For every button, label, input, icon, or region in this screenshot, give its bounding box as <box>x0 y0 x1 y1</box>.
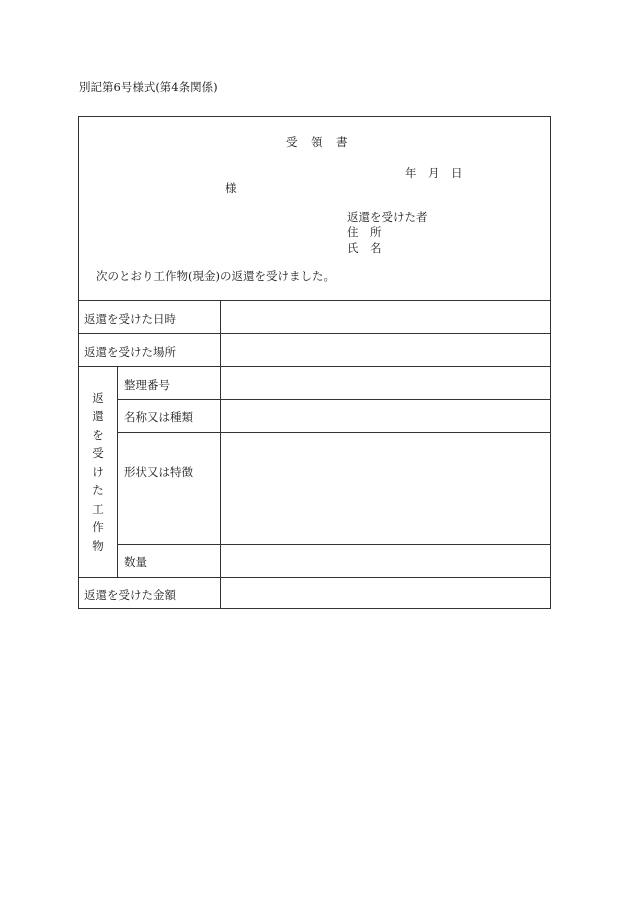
form-title: 受 領 書 <box>286 135 349 149</box>
group-label-char: 物 <box>92 538 104 553</box>
shape-or-features-label: 形状又は特徴 <box>124 465 193 479</box>
row-divider <box>79 300 550 301</box>
group-label-char: た <box>92 483 104 498</box>
row-divider <box>79 366 550 367</box>
returned-amount-label: 返還を受けた金額 <box>84 588 176 602</box>
returned-place-label: 返還を受けた場所 <box>84 345 176 359</box>
row-divider <box>79 577 550 578</box>
group-label-char: を <box>92 427 104 442</box>
form-number-label: 別記第6号様式(第4条関係) <box>79 80 218 94</box>
row-divider <box>117 544 550 545</box>
column-divider <box>220 300 221 608</box>
row-divider <box>117 432 550 433</box>
group-label-char: 工 <box>92 501 104 516</box>
addressee-suffix: 様 <box>225 181 237 195</box>
returned-structure-group-label <box>79 367 117 577</box>
date-line: 年 月 日 <box>405 166 463 180</box>
column-divider <box>117 366 118 577</box>
address-label: 住 所 <box>347 225 382 239</box>
group-label-char: 作 <box>92 520 104 535</box>
name-or-type-label: 名称又は種類 <box>124 410 193 424</box>
reference-number-label: 整理番号 <box>124 378 170 392</box>
row-divider <box>79 333 550 334</box>
statement-text: 次のとおり工作物(現金)の返還を受けました。 <box>96 269 335 283</box>
group-label-char: 還 <box>92 409 104 424</box>
name-label: 氏 名 <box>347 241 382 255</box>
quantity-label: 数量 <box>124 555 147 569</box>
group-label-char: 受 <box>92 446 104 461</box>
recipient-heading: 返還を受けた者 <box>347 210 428 224</box>
group-label-char: け <box>92 464 104 479</box>
row-divider <box>117 399 550 400</box>
group-label-char: 返 <box>92 390 104 405</box>
receipt-form <box>78 116 551 609</box>
returned-datetime-label: 返還を受けた日時 <box>84 312 176 326</box>
